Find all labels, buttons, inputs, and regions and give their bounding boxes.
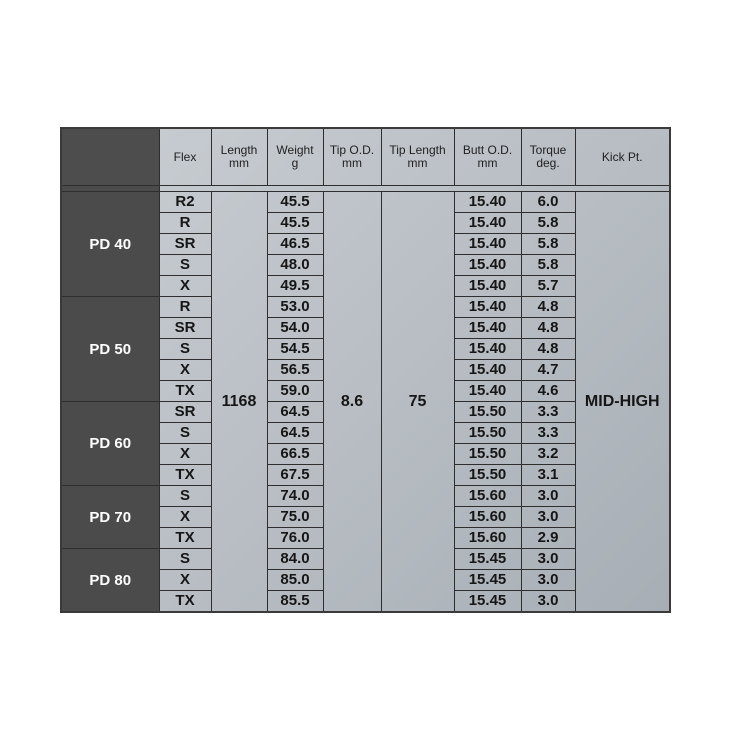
butt-od-cell: 15.45 <box>454 570 521 591</box>
torque-cell: 6.0 <box>521 192 575 213</box>
flex-cell: X <box>159 276 211 297</box>
butt-od-cell: 15.40 <box>454 360 521 381</box>
flex-cell: X <box>159 507 211 528</box>
weight-cell: 54.0 <box>267 318 323 339</box>
butt-od-cell: 15.40 <box>454 213 521 234</box>
kick-point-cell: MID-HIGH <box>575 192 670 613</box>
torque-cell: 4.8 <box>521 318 575 339</box>
butt-od-cell: 15.50 <box>454 465 521 486</box>
header-butt-od: Butt O.D. mm <box>454 128 521 186</box>
model-name: PD 70 <box>61 486 159 549</box>
weight-cell: 85.0 <box>267 570 323 591</box>
flex-cell: X <box>159 570 211 591</box>
butt-od-cell: 15.40 <box>454 381 521 402</box>
header-weight: Weight g <box>267 128 323 186</box>
weight-cell: 74.0 <box>267 486 323 507</box>
torque-cell: 4.8 <box>521 297 575 318</box>
torque-cell: 3.0 <box>521 549 575 570</box>
torque-cell: 3.0 <box>521 570 575 591</box>
flex-cell: X <box>159 360 211 381</box>
weight-cell: 75.0 <box>267 507 323 528</box>
model-name: PD 60 <box>61 402 159 486</box>
butt-od-cell: 15.40 <box>454 318 521 339</box>
weight-cell: 54.5 <box>267 339 323 360</box>
torque-cell: 5.8 <box>521 213 575 234</box>
flex-cell: TX <box>159 591 211 613</box>
weight-cell: 56.5 <box>267 360 323 381</box>
flex-cell: X <box>159 444 211 465</box>
flex-cell: S <box>159 255 211 276</box>
weight-cell: 76.0 <box>267 528 323 549</box>
butt-od-cell: 15.45 <box>454 591 521 613</box>
header-torque: Torque deg. <box>521 128 575 186</box>
butt-od-cell: 15.45 <box>454 549 521 570</box>
flex-cell: TX <box>159 528 211 549</box>
torque-cell: 3.0 <box>521 507 575 528</box>
header-flex: Flex <box>159 128 211 186</box>
flex-cell: SR <box>159 402 211 423</box>
butt-od-cell: 15.50 <box>454 444 521 465</box>
butt-od-cell: 15.40 <box>454 297 521 318</box>
weight-cell: 45.5 <box>267 192 323 213</box>
butt-od-cell: 15.60 <box>454 507 521 528</box>
flex-cell: S <box>159 339 211 360</box>
flex-cell: S <box>159 423 211 444</box>
weight-cell: 64.5 <box>267 402 323 423</box>
flex-cell: TX <box>159 465 211 486</box>
tip-length-cell: 75 <box>381 192 454 613</box>
header-tip-od: Tip O.D. mm <box>323 128 381 186</box>
header-tip-length: Tip Length mm <box>381 128 454 186</box>
torque-cell: 3.2 <box>521 444 575 465</box>
torque-cell: 3.3 <box>521 423 575 444</box>
flex-cell: SR <box>159 234 211 255</box>
model-name: PD 50 <box>61 297 159 402</box>
torque-cell: 5.8 <box>521 255 575 276</box>
butt-od-cell: 15.40 <box>454 339 521 360</box>
weight-cell: 45.5 <box>267 213 323 234</box>
header-kick-point: Kick Pt. <box>575 128 670 186</box>
model-name: PD 40 <box>61 192 159 297</box>
torque-cell: 3.0 <box>521 486 575 507</box>
flex-cell: S <box>159 549 211 570</box>
weight-cell: 49.5 <box>267 276 323 297</box>
butt-od-cell: 15.40 <box>454 276 521 297</box>
length-cell: 1168 <box>211 192 267 613</box>
weight-cell: 48.0 <box>267 255 323 276</box>
torque-cell: 5.7 <box>521 276 575 297</box>
torque-cell: 2.9 <box>521 528 575 549</box>
model-name: PD 80 <box>61 549 159 613</box>
header-row <box>61 128 670 186</box>
torque-cell: 3.3 <box>521 402 575 423</box>
butt-od-cell: 15.40 <box>454 192 521 213</box>
weight-cell: 67.5 <box>267 465 323 486</box>
header-corner <box>61 128 159 186</box>
torque-cell: 3.0 <box>521 591 575 613</box>
shaft-spec-table <box>60 127 671 613</box>
flex-cell: SR <box>159 318 211 339</box>
butt-od-cell: 15.50 <box>454 402 521 423</box>
header-length: Length mm <box>211 128 267 186</box>
torque-cell: 4.6 <box>521 381 575 402</box>
weight-cell: 84.0 <box>267 549 323 570</box>
spec-body <box>61 192 670 613</box>
butt-od-cell: 15.40 <box>454 255 521 276</box>
tip-od-cell: 8.6 <box>323 192 381 613</box>
flex-cell: R2 <box>159 192 211 213</box>
table-row <box>61 192 670 213</box>
weight-cell: 85.5 <box>267 591 323 613</box>
weight-cell: 46.5 <box>267 234 323 255</box>
weight-cell: 64.5 <box>267 423 323 444</box>
weight-cell: 53.0 <box>267 297 323 318</box>
weight-cell: 59.0 <box>267 381 323 402</box>
torque-cell: 4.7 <box>521 360 575 381</box>
flex-cell: R <box>159 297 211 318</box>
butt-od-cell: 15.60 <box>454 486 521 507</box>
butt-od-cell: 15.60 <box>454 528 521 549</box>
torque-cell: 5.8 <box>521 234 575 255</box>
flex-cell: R <box>159 213 211 234</box>
weight-cell: 66.5 <box>267 444 323 465</box>
butt-od-cell: 15.40 <box>454 234 521 255</box>
flex-cell: S <box>159 486 211 507</box>
flex-cell: TX <box>159 381 211 402</box>
torque-cell: 4.8 <box>521 339 575 360</box>
torque-cell: 3.1 <box>521 465 575 486</box>
butt-od-cell: 15.50 <box>454 423 521 444</box>
